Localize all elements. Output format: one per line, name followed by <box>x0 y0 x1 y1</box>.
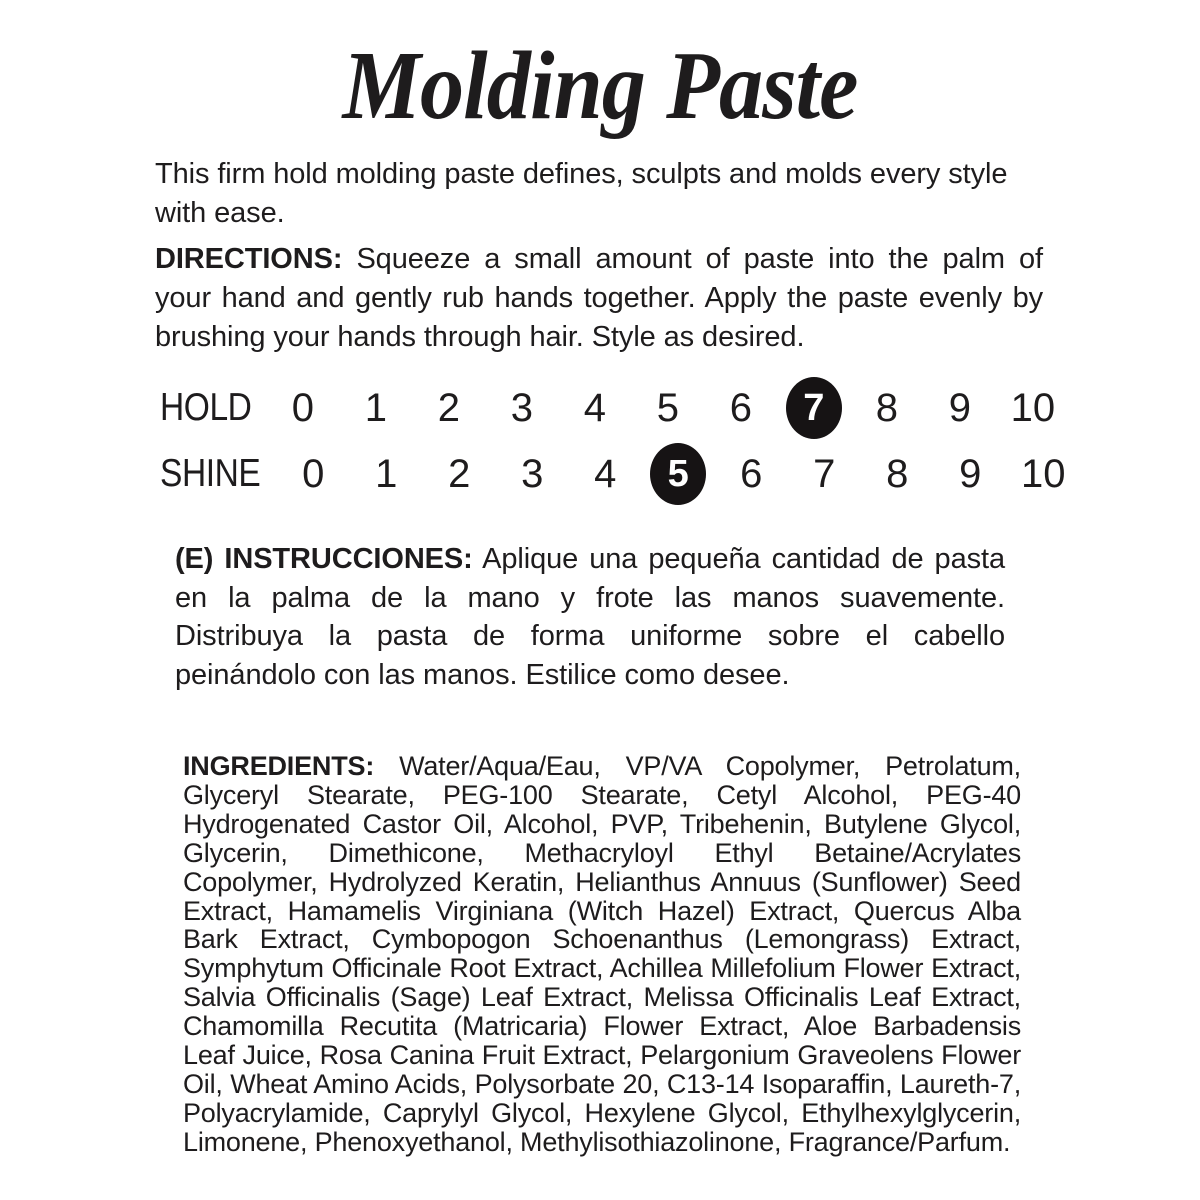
scale-hold-value-9 <box>923 375 996 441</box>
scale-value-text: 2 <box>448 451 471 496</box>
ingredients-label: INGREDIENTS: <box>183 751 375 781</box>
scale-value-text: 7 <box>813 451 836 496</box>
scale-value-text: 4 <box>594 451 617 496</box>
scale-value-text: 3 <box>510 385 533 430</box>
scale-value-text: 6 <box>729 385 752 430</box>
scale-hold-value-5 <box>631 375 704 441</box>
scale-value-text: 0 <box>291 385 314 430</box>
scale-shine-value-8 <box>861 441 934 507</box>
scale-hold-value-6 <box>704 375 777 441</box>
scale-value-text: 9 <box>959 451 982 496</box>
scale-shine-value-1 <box>350 441 423 507</box>
scale-value-text: 8 <box>886 451 909 496</box>
scale-value-text: 4 <box>583 385 606 430</box>
ingredients-paragraph <box>183 752 1021 1157</box>
product-description: This firm hold molding paste defines, sculpts and molds every style with ease. <box>155 158 1008 229</box>
hold-shine-scales <box>160 375 1090 507</box>
scale-value-text: 5 <box>656 385 679 430</box>
instructions-es-paragraph <box>175 540 1005 694</box>
scale-value-text: 1 <box>364 385 387 430</box>
scale-row-shine <box>160 441 1090 507</box>
scale-shine-value-3 <box>496 441 569 507</box>
scale-shine-value-10 <box>1007 441 1080 507</box>
scale-hold-value-8 <box>850 375 923 441</box>
scale-shine-value-7 <box>788 441 861 507</box>
scale-hold-value-10 <box>996 375 1069 441</box>
ingredients-text: Water/Aqua/Eau, VP/VA Copolymer, Petrolatum, Glyceryl Stearate, PEG-100 Stearate, Cetyl Alcohol, PEG-40 Hydrogenated Castor Oil, Alcohol, PVP, Tribehenin, Butylene Glycol, Glycerin, Dimethicone, Methacryloyl Ethyl Betaine/Acrylates Copolymer, Hydrolyzed Keratin, Helianthus Annuus (Sunflower) Seed Extract, Hamamelis Virginiana (Witch Hazel) Extract, Quercus Alba Bark Extract, Cymbopogon Schoenanthus (Lemongrass) Extract, Symphytum Officinale Root Extract, Achillea Millefolium Flower Extract, Salvia Officinalis (Sage) Leaf Extract, Melissa Officinalis Leaf Extract, Chamomilla Recutita (Matricaria) Flower Extract, Aloe Barbadensis Leaf Juice, Rosa Canina Fruit Extract, Pelargonium Graveolens Flower Oil, Wheat Amino Acids, Polysorbate 20, C13-14 Isoparaffin, Laureth-7, Polyacrylamide, Caprylyl Glycol, Hexylene Glycol, Ethylhexylglycerin, Limonene, Phenoxyethanol, Methylisothiazolinone, Fragrance/Parfum. <box>183 751 1021 1157</box>
scale-value-text: 0 <box>302 451 325 496</box>
scale-label-shine: SHINE <box>160 452 261 495</box>
scale-value-text: 10 <box>1010 385 1056 430</box>
scale-label-hold: HOLD <box>160 386 252 429</box>
scale-value-text: 2 <box>437 385 460 430</box>
scale-value-text: 1 <box>375 451 398 496</box>
scale-value-text: 10 <box>1020 451 1066 496</box>
directions-text: Squeeze a small amount of paste into the palm of your hand and gently rub hands together. Apply the paste evenly by brushing your hands through hair. Style as desired. <box>155 243 1043 353</box>
scale-hold-value-3 <box>485 375 558 441</box>
scale-value-text: 8 <box>875 385 898 430</box>
scale-hold-value-7-selected <box>777 375 850 441</box>
scale-hold-value-0 <box>266 375 339 441</box>
selected-value-badge: 7 <box>786 377 842 439</box>
scale-shine-value-0 <box>277 441 350 507</box>
scale-value-text: 6 <box>740 451 763 496</box>
scale-shine-value-9 <box>934 441 1007 507</box>
product-title: Molding Paste <box>342 32 858 140</box>
scale-shine-value-6 <box>715 441 788 507</box>
scale-shine-value-4 <box>569 441 642 507</box>
scale-hold-value-2 <box>412 375 485 441</box>
scale-value-text: 9 <box>948 385 971 430</box>
scale-hold-value-1 <box>339 375 412 441</box>
directions-paragraph <box>155 240 1043 357</box>
instructions-es-text: Aplique una pequeña cantidad de pasta en la palma de la mano y frote las manos suavemente. Distribuya la pasta de forma uniforme sobre el cabello peinándolo con las manos. Estilice como desee. <box>175 543 1005 691</box>
scale-hold-value-4 <box>558 375 631 441</box>
instructions-es-label: (E) INSTRUCCIONES: <box>175 543 473 575</box>
scale-shine-value-2 <box>423 441 496 507</box>
directions-label: DIRECTIONS: <box>155 243 343 275</box>
scale-value-text: 3 <box>521 451 544 496</box>
scale-row-hold <box>160 375 1090 441</box>
selected-value-badge: 5 <box>650 443 706 505</box>
scale-shine-value-5-selected <box>642 441 715 507</box>
